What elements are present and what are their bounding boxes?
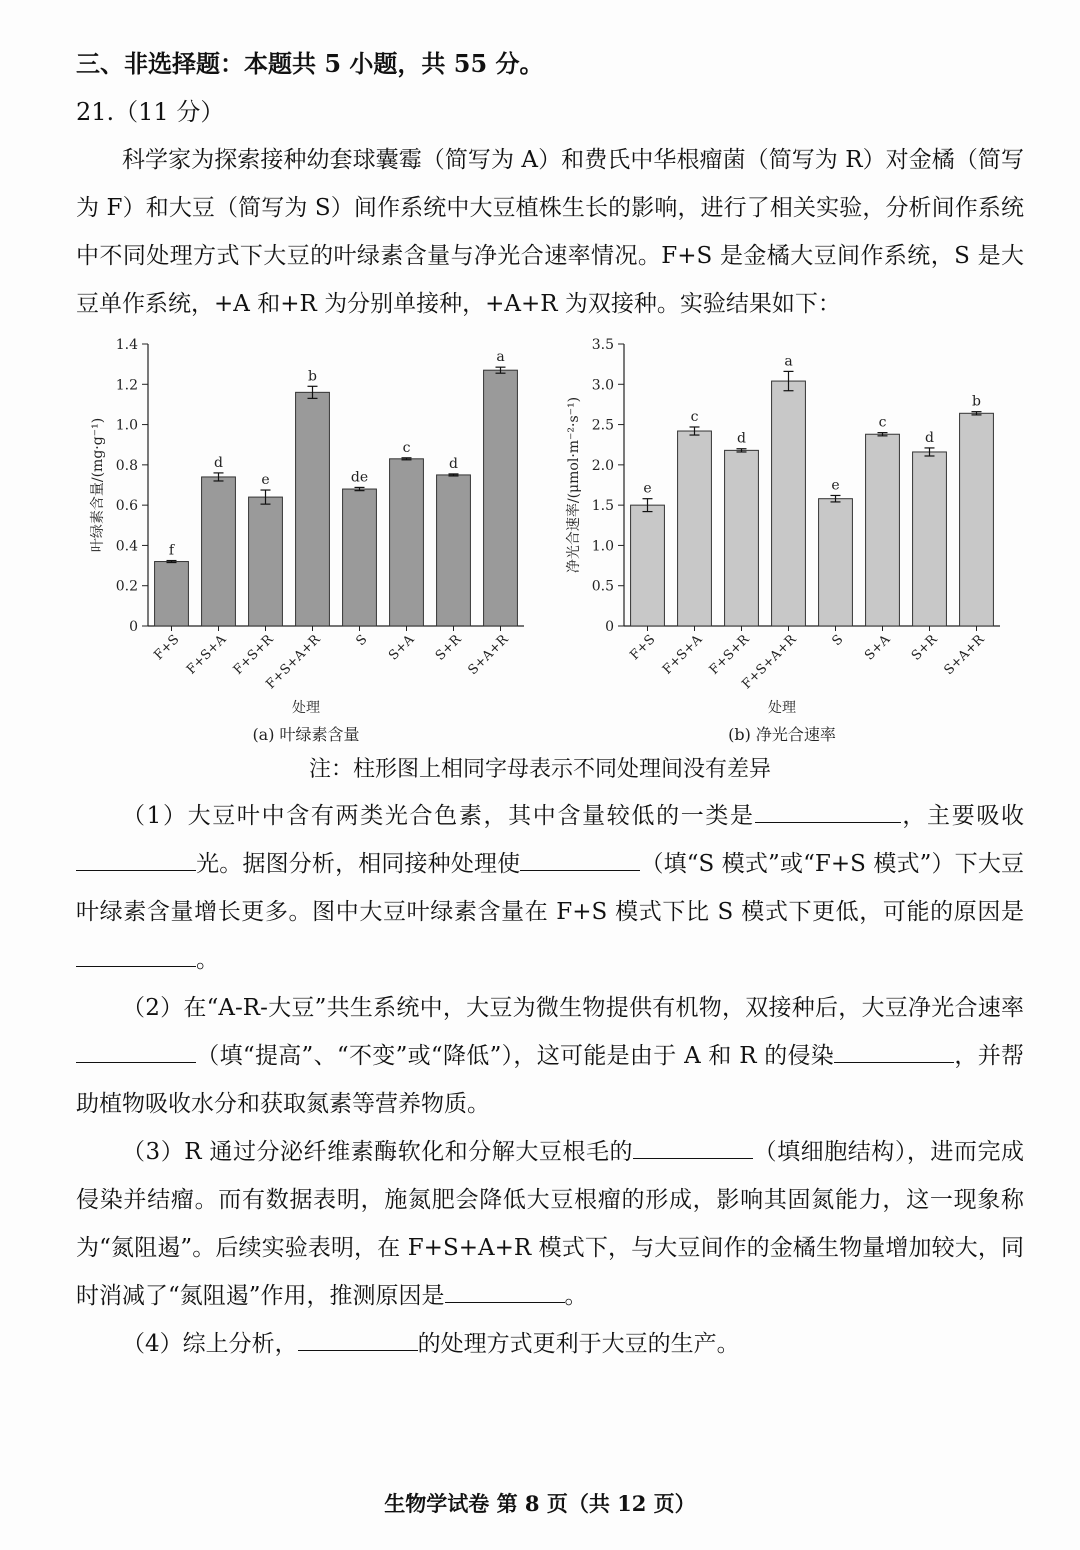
chart-photosynthesis bbox=[560, 330, 1020, 750]
y-tick-label: 1.5 bbox=[591, 498, 614, 515]
q1-text-5: 。 bbox=[196, 947, 219, 973]
answer-blank-1[interactable] bbox=[755, 798, 901, 823]
bar bbox=[819, 499, 853, 626]
significance-letter: f bbox=[168, 542, 175, 559]
q2-text-1: （2）在“A-R-大豆”共生系统中，大豆为微生物提供有机物，双接种后，大豆净光合速率 bbox=[122, 995, 1024, 1021]
significance-letter: e bbox=[261, 472, 270, 489]
significance-letter: e bbox=[831, 477, 840, 494]
significance-letter: de bbox=[350, 469, 369, 486]
bar bbox=[631, 505, 665, 626]
question-4 bbox=[76, 1320, 1024, 1368]
x-tick-label: S+A+R bbox=[465, 632, 512, 679]
significance-letter: d bbox=[214, 454, 223, 471]
y-tick-label: 3.5 bbox=[591, 337, 614, 353]
chart-title: (b) 净光合速率 bbox=[728, 725, 836, 744]
y-tick-label: 0.6 bbox=[115, 498, 138, 515]
x-tick-label: S+R bbox=[432, 632, 465, 664]
answer-blank-2[interactable] bbox=[76, 846, 196, 871]
x-tick-label: F+S+A+R bbox=[739, 632, 800, 693]
q3-text-2: （填细胞结构），进而完成侵染并结瘤。而有数据表明，施氮肥会降低大豆根瘤的形成，影响其固氮能力，这一现象称为“氮阻遏”。后续实验表明，在 F+S+A+R 模式下，与大豆间作的金橘生物量增加较大，同时消减了“氮阻遏”作用，推测原因是 bbox=[76, 1139, 1024, 1309]
answer-blank-7[interactable] bbox=[633, 1134, 753, 1159]
y-tick-label: 0 bbox=[605, 619, 614, 635]
bar bbox=[343, 489, 377, 626]
x-tick-label: F+S bbox=[627, 632, 659, 664]
bar bbox=[678, 431, 712, 626]
x-tick-label: S+A+R bbox=[941, 632, 988, 679]
y-tick-label: 0.8 bbox=[115, 457, 138, 474]
chart-title: (a) 叶绿素含量 bbox=[252, 725, 360, 744]
q1-text-2: ，主要吸收 bbox=[900, 803, 1025, 829]
significance-letter: d bbox=[925, 429, 934, 446]
x-tick-label: S bbox=[353, 632, 371, 650]
significance-letter: c bbox=[402, 439, 411, 456]
q3-text-1: （3）R 通过分泌纤维素酶软化和分解大豆根毛的 bbox=[122, 1139, 634, 1165]
q4-text-2: 的处理方式更利于大豆的生产。 bbox=[417, 1331, 740, 1357]
chart-chlorophyll bbox=[84, 330, 544, 750]
questions bbox=[76, 792, 1024, 1368]
question-2 bbox=[76, 984, 1024, 1128]
q1-text-3: 光。据图分析，相同接种处理使 bbox=[196, 851, 521, 877]
bar bbox=[296, 392, 330, 626]
y-tick-label: 0 bbox=[129, 619, 138, 635]
x-tick-label: S+R bbox=[908, 632, 941, 664]
significance-letter: b bbox=[972, 393, 981, 410]
bar bbox=[725, 450, 759, 626]
answer-blank-3[interactable] bbox=[520, 846, 640, 871]
y-axis-label: 净光合速率/(μmol·m⁻²·s⁻¹) bbox=[566, 396, 582, 574]
significance-letter: d bbox=[737, 430, 746, 447]
significance-letter: a bbox=[784, 353, 793, 370]
question-3 bbox=[76, 1128, 1024, 1320]
bar bbox=[390, 459, 424, 626]
bar bbox=[437, 475, 471, 626]
y-tick-label: 3.0 bbox=[591, 377, 614, 394]
answer-blank-5[interactable] bbox=[76, 1038, 196, 1063]
significance-letter: e bbox=[643, 480, 652, 497]
q4-text-1: （4）综上分析， bbox=[122, 1331, 298, 1357]
q3-text-3: 。 bbox=[564, 1283, 588, 1309]
intro-paragraph: 科学家为探索接种幼套球囊霉（简写为 A）和费氏中华根瘤菌（简写为 R）对金橘（简写为 F）和大豆（简写为 S）间作系统中大豆植株生长的影响，进行了相关实验，分析间作系统中不同处理方式下大豆的叶绿素含量与净光合速率情况。F+S 是金橘大豆间作系统，S 是大豆单作系统，+A 和+R 为分别单接种，+A+R 为双接种。实验结果如下： bbox=[76, 147, 1024, 317]
bar bbox=[155, 562, 189, 626]
x-tick-label: F+S bbox=[151, 632, 183, 664]
y-tick-label: 1.0 bbox=[115, 417, 138, 434]
chart-note: 注：柱形图上相同字母表示不同处理间没有差异 bbox=[308, 757, 771, 782]
section-title: 三、非选择题：本题共 5 小题，共 55 分。 bbox=[76, 49, 544, 78]
bar bbox=[913, 452, 947, 626]
q1-text-4: （填“S 模式”或“F+S 模式”）下大豆叶绿素含量增长更多。图中大豆叶绿素含量在 F+S 模式下比 S 模式下更低，可能的原因是 bbox=[76, 851, 1024, 925]
y-tick-label: 0.4 bbox=[115, 538, 138, 555]
significance-letter: c bbox=[690, 408, 699, 425]
q2-text-2: （填“提高”、“不变”或“降低”），这可能是由于 A 和 R 的侵染 bbox=[196, 1043, 835, 1069]
y-tick-label: 1.4 bbox=[115, 337, 138, 353]
x-axis-label: 处理 bbox=[768, 700, 796, 716]
chart-chlorophyll-svg bbox=[84, 330, 544, 750]
q2-text-3: ，并帮助植物吸收水分和获取氮素等营养物质。 bbox=[76, 1043, 1024, 1117]
answer-blank-6[interactable] bbox=[834, 1038, 954, 1063]
y-tick-label: 0.2 bbox=[115, 578, 138, 595]
x-tick-label: F+S+A+R bbox=[263, 632, 324, 693]
bar bbox=[772, 381, 806, 626]
significance-letter: d bbox=[449, 455, 458, 472]
bar bbox=[249, 497, 283, 626]
x-axis-label: 处理 bbox=[292, 700, 320, 716]
x-tick-label: F+S+R bbox=[230, 632, 277, 678]
x-tick-label: S+A bbox=[386, 632, 418, 664]
question-1 bbox=[76, 792, 1024, 984]
x-tick-label: F+S+A bbox=[659, 632, 706, 678]
q1-text-1: （1）大豆叶中含有两类光合色素，其中含量较低的一类是 bbox=[122, 803, 755, 829]
x-tick-label: S+A bbox=[862, 632, 894, 664]
bar bbox=[866, 434, 900, 626]
question-number: 21.（11 分） bbox=[76, 98, 225, 126]
page-footer: 生物学试卷 第 8 页（共 12 页） bbox=[384, 1491, 696, 1516]
significance-letter: c bbox=[878, 414, 887, 431]
bar bbox=[484, 370, 518, 626]
intro-text bbox=[76, 136, 1024, 328]
bar bbox=[960, 413, 994, 626]
answer-blank-9[interactable] bbox=[298, 1326, 418, 1351]
y-tick-label: 1.2 bbox=[115, 377, 138, 394]
x-tick-label: S bbox=[829, 632, 847, 650]
answer-blank-8[interactable] bbox=[445, 1278, 565, 1303]
y-tick-label: 1.0 bbox=[591, 538, 614, 555]
x-tick-label: F+S+A bbox=[183, 632, 230, 678]
y-tick-label: 2.0 bbox=[591, 457, 614, 474]
bar bbox=[202, 477, 236, 626]
x-tick-label: F+S+R bbox=[706, 632, 753, 678]
y-tick-label: 0.5 bbox=[591, 578, 614, 595]
chart-photosynthesis-svg bbox=[560, 330, 1020, 750]
significance-letter: b bbox=[308, 368, 317, 385]
significance-letter: a bbox=[496, 349, 505, 366]
y-tick-label: 2.5 bbox=[591, 417, 614, 434]
y-axis-label: 叶绿素含量/(mg·g⁻¹) bbox=[90, 417, 106, 553]
answer-blank-4[interactable] bbox=[76, 942, 196, 967]
